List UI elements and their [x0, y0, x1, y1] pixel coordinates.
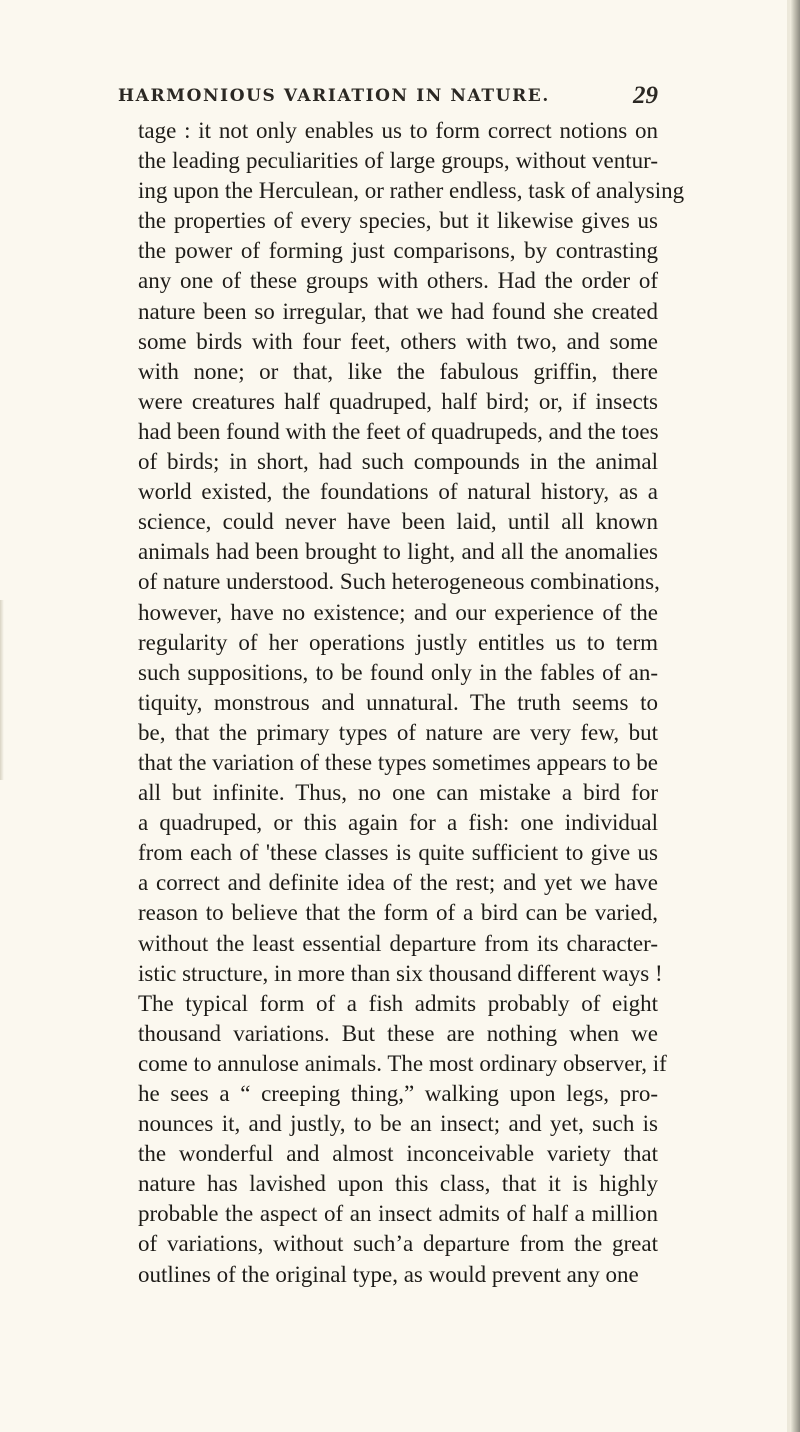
text-line: nounces it, and justly, to be an insect; and yet, such is	[138, 1111, 658, 1137]
text-line: science, could never have been laid, until all known	[138, 509, 658, 535]
text-line: with none; or that, like the fabulous griffin, there	[138, 358, 658, 384]
text-line: were creatures half quadruped, half bird; or, if insects	[138, 388, 658, 414]
text-line: come to annulose animals. The most ordinary observer, if	[138, 1050, 667, 1076]
text-line: reason to believe that the form of a bird can be varied,	[138, 900, 658, 926]
text-line: ing upon the Herculean, or rather endless, task of analysing	[138, 178, 685, 204]
text-line: some birds with four feet, others with two, and some	[138, 328, 658, 354]
text-line: istic structure, in more than six thousand different ways !	[138, 960, 663, 986]
page-number: 29	[633, 82, 658, 109]
page-header	[118, 82, 658, 112]
text-line: a quadruped, or this again for a fish: one individual	[138, 810, 658, 836]
text-line: The typical form of a fish admits probably of eight	[138, 990, 658, 1016]
text-line: thousand variations. But these are nothing when we	[138, 1020, 658, 1046]
body-text	[138, 116, 685, 1290]
text-line: a correct and definite idea of the rest; and yet we have	[138, 870, 658, 896]
text-line: regularity of her operations justly entitles us to term	[138, 629, 658, 655]
text-line: animals had been brought to light, and all the anomalies	[138, 539, 658, 565]
text-line: world existed, the foundations of natural history, as a	[138, 479, 658, 505]
text-line: the leading peculiarities of large groups, without ventur-	[138, 148, 658, 174]
text-line: of nature understood. Such heterogeneous combinations,	[138, 569, 660, 595]
text-line: had been found with the feet of quadrupeds, and the toes	[138, 418, 659, 444]
text-line: of variations, without such’a departure from the great	[138, 1231, 658, 1257]
text-line: tiquity, monstrous and unnatural. The truth seems to	[138, 689, 658, 715]
text-line: the wonderful and almost inconceivable variety that	[138, 1141, 658, 1167]
text-line: any one of these groups with others. Had the order of	[138, 268, 658, 294]
page-fold-shadow	[0, 600, 4, 780]
text-line: be, that the primary types of nature are very few, but	[138, 719, 658, 745]
text-line: tage : it not only enables us to form correct notions on	[138, 118, 658, 143]
text-line: probable the aspect of an insect admits of half a million	[138, 1201, 658, 1227]
text-line: the properties of every species, but it likewise gives us	[138, 208, 658, 234]
text-line: the power of forming just comparisons, by contrasting	[138, 238, 658, 264]
running-head: HARMONIOUS VARIATION IN NATURE.	[118, 86, 550, 106]
text-line: he sees a “ creeping thing,” walking upon legs, pro-	[138, 1081, 658, 1106]
text-line: all but infinite. Thus, no one can mistake a bird for	[138, 780, 658, 806]
text-line: however, have no existence; and our experience of the	[138, 599, 658, 625]
text-line: that the variation of these types sometimes appears to be	[138, 749, 658, 775]
text-line: from each of 'these classes is quite sufficient to give us	[138, 840, 658, 866]
text-line: nature has lavished upon this class, that it is highly	[138, 1171, 658, 1197]
text-line: outlines of the original type, as would prevent any one	[138, 1261, 639, 1287]
page-edge-shadow	[790, 0, 800, 1432]
text-line: without the least essential departure from its character-	[138, 930, 658, 956]
text-line: nature been so irregular, that we had found she created	[138, 298, 658, 324]
text-line: of birds; in short, had such compounds in the animal	[138, 449, 658, 475]
text-line: such suppositions, to be found only in the fables of an-	[138, 659, 658, 685]
